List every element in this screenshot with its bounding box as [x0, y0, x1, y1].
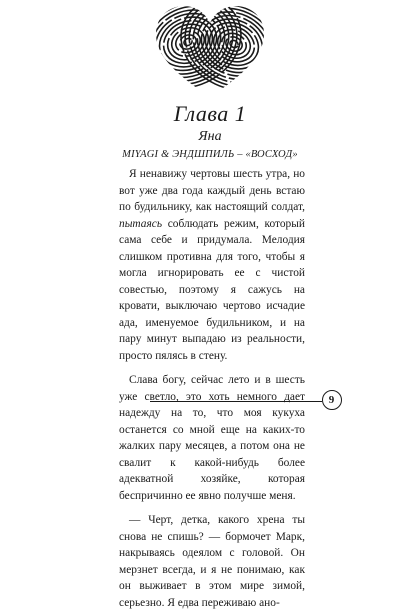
fingerprint-heart-icon [150, 2, 270, 102]
chapter-narrator: Яна [198, 129, 222, 144]
paragraph-2: Слава богу, сейчас лето и в шесть уже светло, это хоть немного дает надежду на то, что моя кукуха останется со мной еще на каких-то жалких пару месяцев, а потом она не свалит к какой-нибудь более адекватной хозяйке, которая беспричинно ее явно получше меня. [119, 374, 305, 502]
chapter-epigraph: MIYAGI & ЭНДШПИЛЬ – «ВОСХОД» [122, 149, 298, 160]
footer-rule [150, 401, 322, 402]
page-number-badge [322, 390, 342, 410]
paragraph-3: — Черт, детка, какого хрена ты снова не спишь? — бормочет Марк, накрываясь одеялом с головой. Он мерзнет всегда, и я не понимаю, как он выживает в этом мире зимой, серьезно. Я едва переживаю ано- [119, 514, 305, 609]
paragraph-1: Я ненавижу чертовы шесть утра, но вот уже два года каждый день встаю по будильнику, как настоящий солдат, пытаясь соблюдать режим, который сама себе и придумала. Мелодия слишком противна для того, чтобы я могла игнорировать ее с чистой совестью, поэтому я сажусь на кровати, выключаю чертово исчадие ада, именуемое будильником, и на пару минут выпадаю из реальности, просто пялясь в стену. [119, 168, 305, 362]
page-footer [150, 388, 340, 414]
fingerprint-ridge [183, 37, 193, 47]
emphasis: пытаясь [119, 217, 163, 230]
page-number: 9 [328, 394, 335, 406]
chapter-title: Глава 1 [173, 101, 247, 126]
